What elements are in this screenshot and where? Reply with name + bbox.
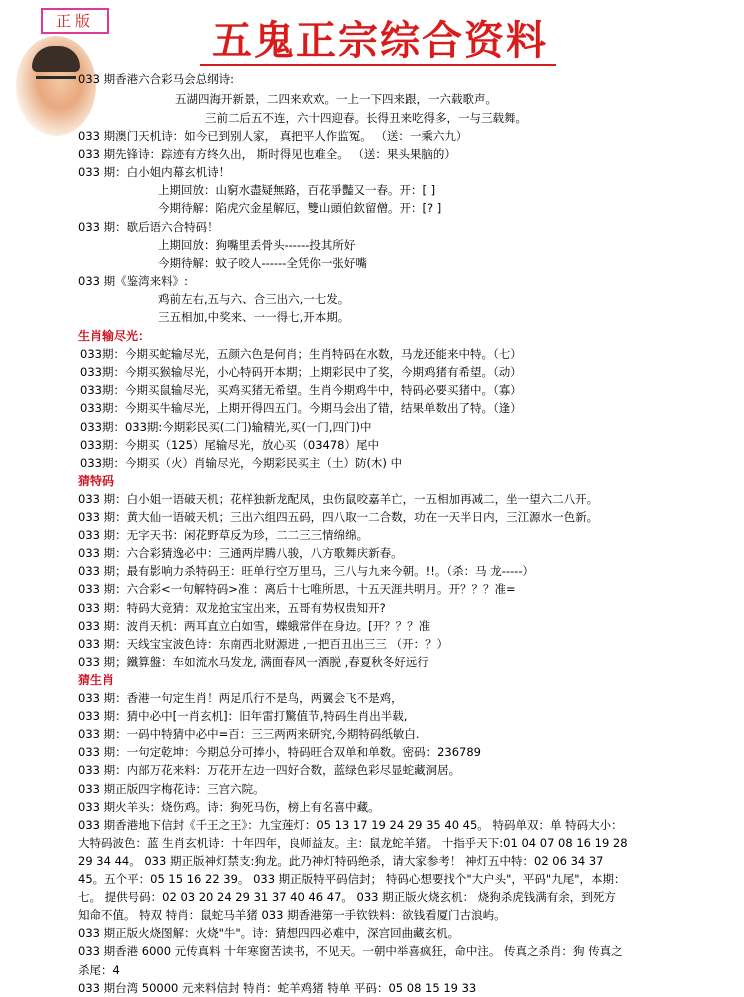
page-title: 五鬼正宗综合资料 xyxy=(212,17,548,64)
text-line: 上期回放：狗嘴里丢骨头------投其所好 xyxy=(158,238,356,252)
portrait-hair xyxy=(32,46,80,72)
text-line: 033 期；最有影响力杀特码王：旺单行空万里马，三八与九来今朝。!!。（杀：马 龙-----） xyxy=(78,564,534,578)
text-line: 033 期火羊头：烧伤鸡。诗：狗死马伤，榜上有名喜中藏。 xyxy=(78,800,380,814)
text-line: 033 期先锋诗：踪迹有方终久出， 斯时得见也难全。 （送：果头果脑的） xyxy=(78,147,456,161)
text-line: 知命不值。 特双 特肖：鼠蛇马羊猪 033 期香港第一手钦铁料：欲钱看厦门古浪屿。 xyxy=(78,908,506,922)
text-line: 033 期正版火烧图解：火烧"牛"。诗：猜想四四必难中，深宫回曲藏玄机。 xyxy=(78,926,460,940)
text-line: 033 期：特码大竞猜：双龙抢宝宝出来，五哥有势权贵知开? xyxy=(78,601,386,615)
text-line: 三五相加,中奖来、一一得七,开本期。 xyxy=(158,310,350,324)
text-line: 033 期香港六合彩马会总纲诗: xyxy=(78,72,234,86)
text-line: 033 期：六合彩猜逸必中：三通两岸腾八骏，八方歌舞庆新春。 xyxy=(78,546,403,560)
text-line: 033 期正版四字梅花诗：三宫六院。 xyxy=(78,782,265,796)
text-line: 033 期《鉴湾来料》: xyxy=(78,274,188,288)
text-line: 033 期：一码中特猜中必中=百：三三两两来研究,今期特码纸敏白. xyxy=(78,727,420,741)
text-line: 033 期：黄大仙一语破天机；三出六组四五码，四八取一二合数，功在一天半日内，三江源水一色新。 xyxy=(78,510,599,524)
text-line: 033期：今期买鼠输尽光，买鸡买猪无希望。生肖今期鸡牛中，特码必要买猪中。（寡） xyxy=(80,383,522,397)
text-line: 七。 提供号码：02 03 20 24 29 31 37 40 46 47。 033 期正版火烧玄机： 烧狗杀虎钱满有余，到死方 xyxy=(78,890,616,904)
text-line: 033期：今期买蛇输尽光，五颜六色是何肖；生肖特码在水数，马龙还能来中特。（七） xyxy=(80,347,522,361)
text-line: 033 期：白小姐内幕玄机诗！ xyxy=(78,165,231,179)
title-underline xyxy=(200,64,556,66)
text-line: 033 期台湾 50000 元来料信封 特肖：蛇羊鸡猪 特单 平码：05 08 15 19 33 xyxy=(78,981,477,995)
section-heading: 生肖输尽光： xyxy=(78,329,151,343)
text-line: 033 期：一句定乾坤：今期总分可捧小，特码旺合双单和单数。密码：236789 xyxy=(78,745,482,759)
section-heading: 猜生肖 xyxy=(78,673,115,687)
text-line: 033 期香港 6000 元传真料 十年寒窗苦读书，不见天。一朝中举喜疯狂，命中注。 传真之杀肖：狗 传真之 xyxy=(78,944,623,958)
text-line: 033期：033期:今期彩民买(二门)输精光,买(一门,四门)中 xyxy=(80,420,372,434)
text-line: 033期：今期买猴输尽光，小心特码开本期；上期彩民中了奖，今期鸡猪有希望。（动） xyxy=(80,365,522,379)
text-line: 033 期：六合彩<一句解特码>准 ：离后十七唯所思，十五天涯共明月。开？？？准= xyxy=(78,582,516,596)
portrait-glasses xyxy=(36,76,76,87)
text-line: 今期待解：陷虎穴金星解厄，雙山頭伯欽留僧。开：[? ] xyxy=(158,201,442,215)
text-line: 033 期：猜中必中[一肖玄机]：旧年雷打驚值节,特码生肖出半载, xyxy=(78,709,408,723)
text-line: 033 期：内部万花来料：万花开左边一四好合数，蓝绿色彩尽显蛇藏洞居。 xyxy=(78,763,461,777)
text-line: 上期回放：山窮水盡疑無路，百花爭豔又一春。开：[ ] xyxy=(158,183,436,197)
text-line: 033期：今期买牛输尽光，上期开得四五门。今期马会出了错，结果单数出了特。（逢） xyxy=(80,401,522,415)
text-line: 三前二后五不连，六十四迎春。长得丑来吃得多，一与三载舞。 xyxy=(205,111,527,125)
text-line: 杀尾：4 xyxy=(78,963,120,977)
text-line: 033期：今期买（火）肖输尽光，今期彩民买主（土）防(木) 中 xyxy=(80,456,403,470)
text-line: 033期：今期买（125）尾输尽光，放心买（03478）尾中 xyxy=(80,438,379,452)
text-line: 033 期；鐵算盤：车如流水马发龙, 满面春风一酒脱 ,春夏秋冬好远行 xyxy=(78,655,429,669)
text-line: 033 期：白小姐一语破天机；花样独新龙配凤，虫伤鼠咬嘉羊亡，一五相加再减二，坐一望六二八开。 xyxy=(78,492,599,506)
text-line: 033 期香港地下信封《千王之王》：九宝莲灯：05 13 17 19 24 29 35 40 45。 特码单双：单 特码大小： xyxy=(78,818,623,832)
text-line: 29 34 44。 033 期正版神灯禁支:狗龙。此乃神灯特码绝杀，请大家参考！ 神灯五中特：02 06 34 37 xyxy=(78,854,604,868)
text-line: 今期待解：蚊子咬人------全凭你一张好嘴 xyxy=(158,256,367,270)
text-line: 45。五个平：05 15 16 22 39。 033 期正版特平码信封； 特码心想要找个"大户头"，平码"九尾"，本期： xyxy=(78,872,626,886)
text-line: 033 期：无字天书：闲花野草反为珍，二二三三情绵绵。 xyxy=(78,528,369,542)
genuine-badge: 正版 xyxy=(41,8,109,34)
text-line: 033 期：歇后语六合特码！ xyxy=(78,220,219,234)
text-line: 033 期澳门天机诗：如今已到别人家， 真把平人作监冤。 （送：一乘六九） xyxy=(78,129,468,143)
text-line: 大特码波色：蓝 生肖玄机诗：十年四年，良师益友。主：鼠龙蛇羊猪。 十指乎天下:01 04 07 08 16 19 28 xyxy=(78,836,628,850)
text-line: 033 期：天线宝宝波色诗：东南西北财源进 ,一把百丑出三三 （开：？） xyxy=(78,637,449,651)
text-line: 鸡前左右,五与六、合三出六,一七发。 xyxy=(158,292,350,306)
text-line: 033 期：香港一句定生肖！两足爪行不是鸟，两翼会飞不是鸡， xyxy=(78,691,403,705)
section-heading: 猜特码 xyxy=(78,474,115,488)
text-line: 五湖四海开新景，二四来欢欢。一上一下四来跟，一六载歌声。 xyxy=(175,92,497,106)
text-line: 033 期：波肖天机：两耳直立白如雪，蝶蛾常伴在身边。[开？？？准 xyxy=(78,619,431,633)
